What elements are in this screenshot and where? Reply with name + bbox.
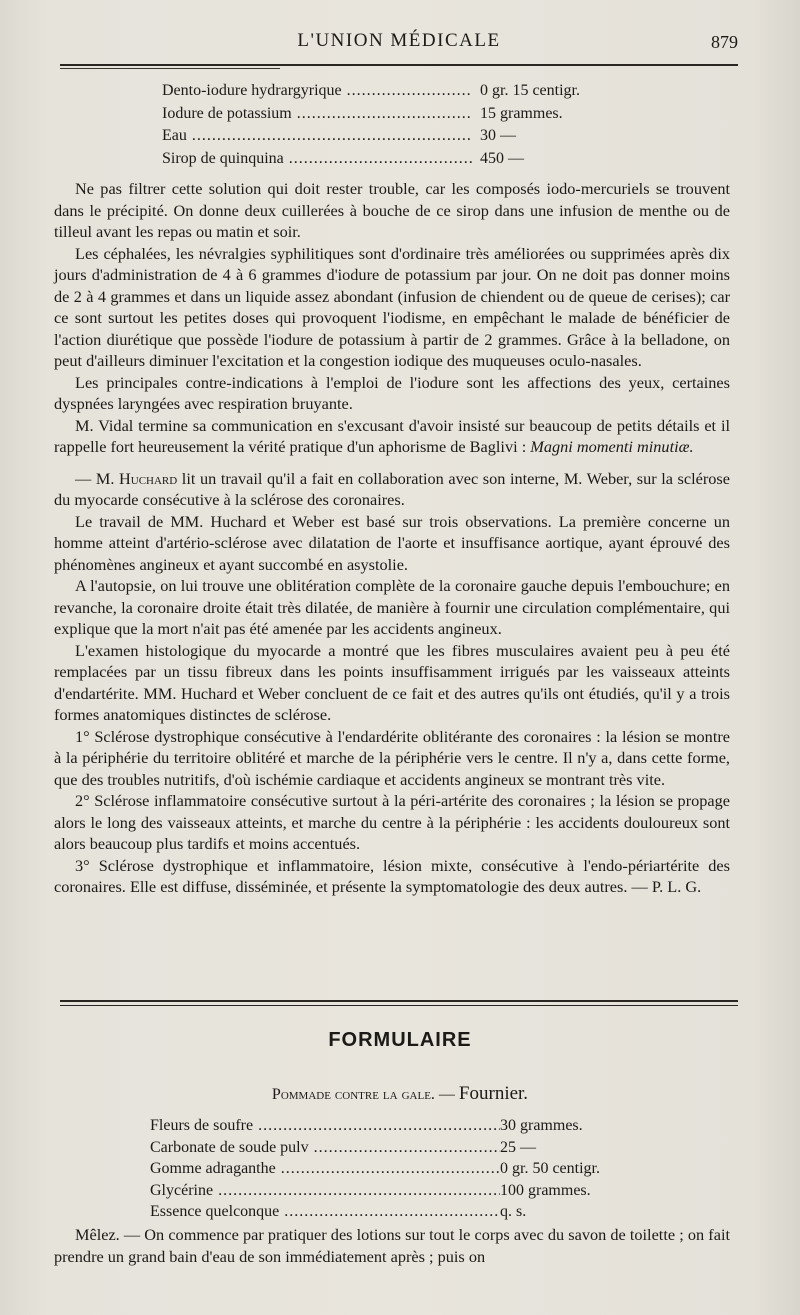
paragraph: [54, 468, 730, 511]
latin-quote: Magni momenti minutiæ.: [530, 437, 694, 456]
paragraph: Les céphalées, les névralgies syphilitiques sont d'ordinaire très améliorées ou supprimées après dix jours d'administration de 4 à 6 grammes d'iodure de potassium par jour. On ne doit pas donner moins de 2 à 4 grammes et dans un liquide assez abondant (infusion de chiendent ou de queue de cerises); car ce sont surtout les petites doses qui provoquent l'iodisme, en empêchant le malade de bénéficier de l'action diurétique que possède l'iodure de potassium à partir de 2 grammes. Grâce à la belladone, on peut d'ailleurs diminuer l'excitation et la congestion iodique des muqueuses oculo-nasales.: [54, 243, 730, 370]
ingredient-qty: 100 grammes.: [500, 1181, 591, 1199]
ingredient-qty: 30 grammes.: [500, 1117, 583, 1134]
paragraph-text: — M.: [75, 468, 119, 488]
recipe-instructions: [54, 1224, 730, 1267]
header-rule: [60, 64, 738, 66]
section-title: FORMULAIRE: [328, 1029, 472, 1051]
prescription-row: [162, 80, 730, 103]
ingredient-name: Dento-iodure hydrargyrique .....: [162, 80, 472, 103]
article-body: [54, 80, 730, 898]
ingredient-qty: q. s.: [500, 1203, 527, 1220]
paragraph: 2° Sclérose inflammatoire consécutive surtout à la péri-artérite des coronaires ; la lésion se propage alors le long des vaisseaux atteints, et marche du centre à la périphérie : les accidents douloureux sont alors beaucoup plus tardifs et moins accentués.: [54, 791, 730, 853]
ingredient-name: Fleurs de soufre .....: [150, 1115, 500, 1137]
recipe-name: Pommade contre la gale.: [271, 1086, 435, 1103]
journal-title: L'UNION MÉDICALE: [297, 30, 501, 51]
ingredient-qty: 25 —: [500, 1138, 536, 1156]
ingredient-qty: 450 —: [480, 149, 524, 167]
paragraph: Les principales contre-indications à l'emploi de l'iodure sont les affections des yeux, certaines dyspnées laryngées avec respiration bruyante.: [54, 372, 730, 413]
paragraph: Ne pas filtrer cette solution qui doit rester trouble, car les composés iodo-mercuriels se trouvent dans le précipité. On donne deux cuillerées à bouche de ce sirop dans une infusion de menthe ou de tilleul avant les repas ou matin et soir.: [54, 179, 730, 241]
ingredient-qty: 0 gr. 50 centigr.: [500, 1160, 600, 1177]
ingredient-name: Iodure de potassium .....: [162, 103, 472, 126]
ingredient-name: Carbonate de soude pulv .....: [150, 1137, 500, 1159]
ingredient-qty: 0 gr. 15 centigr.: [480, 82, 580, 99]
prescription-row: [162, 148, 730, 171]
paragraph: L'examen histologique du myocarde a montré que les fibres musculaires avaient peu à peu été remplacées par un tissu fibreux dans les points insuffisamment irrigués par les vaisseaux atteints d'endartérite. MM. Huchard et Weber concluent de ce fait et des autres qu'ils ont étudiés, qu'il y a trois formes anatomiques distinctes de sclérose.: [54, 640, 730, 724]
paragraph: Le travail de MM. Huchard et Weber est basé sur trois observations. La première concerne un homme atteint d'artério-sclérose avec dilatation de l'aorte et insuffisance aortique, ayant éprouvé des phénomènes angineux et ayant succombé en asystolie.: [54, 511, 730, 574]
section-rule: [60, 1000, 738, 1002]
paragraph: 1° Sclérose dystrophique consécutive à l'endardérite oblitérante des coronaires : la lésion se montre à la périphérie du territoire oblitéré et marche de la périphérie vers le centre. Il n'y a, dans cette forme, que des troubles nutritifs, d'où ischémie cardiaque et accidents angineux se montrant très vite.: [54, 726, 730, 789]
paragraph-text: lit un travail qu'il a fait en collaboration avec son interne, M. Weber, sur la sclérose du myocarde consécutive à la sclérose des coronaires.: [54, 468, 730, 509]
running-header: [60, 30, 738, 60]
ingredient-name: Essence quelconque .....: [150, 1201, 500, 1223]
prescription-list: [162, 80, 730, 170]
prescription-row: [162, 103, 730, 126]
recipe-row: [150, 1115, 600, 1137]
recipe-row: [150, 1180, 600, 1202]
ingredient-name: Glycérine .....: [150, 1180, 500, 1202]
author-name: Huchard: [119, 468, 178, 488]
section-rule: [60, 1005, 738, 1006]
recipe-title: [0, 1083, 800, 1105]
paragraph: Mêlez. — On commence par pratiquer des lotions sur tout le corps avec du savon de toilette ; on fait prendre un grand bain d'eau de son immédiatement après ; puis on: [54, 1225, 730, 1266]
ingredient-qty: 15 grammes.: [480, 104, 563, 122]
ingredient-name: Gomme adraganthe .....: [150, 1158, 500, 1180]
ingredient-name: Sirop de quinquina .....: [162, 148, 472, 171]
ingredient-qty: 30 —: [480, 127, 516, 144]
article-text: [54, 178, 730, 898]
paragraph: A l'autopsie, on lui trouve une oblitération complète de la coronaire gauche depuis l'embouchure; en revanche, la coronaire droite était très dilatée, de manière à fournir une circulation complémentaire, qui explique que la mort n'ait pas été amenée par les accidents angineux.: [54, 576, 730, 638]
recipe-row: [150, 1158, 600, 1180]
recipe-row: [150, 1201, 600, 1223]
recipe-author: Fournier.: [458, 1083, 529, 1104]
recipe-dash: —: [434, 1086, 459, 1103]
paragraph-text: M. Vidal termine sa communication en s'excusant d'avoir insisté sur beaucoup de petits détails et il rappelle fort heureusement la vérité pratique d'un aphorisme de Baglivi :: [54, 415, 730, 456]
recipe-row: [150, 1137, 600, 1159]
prescription-row: [162, 125, 730, 148]
paragraph: 3° Sclérose dystrophique et inflammatoire, lésion mixte, consécutive à l'endo-périartérite des coronaires. Elle est diffuse, disséminée, et présente la symptomatologie des deux autres. — P. L. G.: [54, 855, 730, 896]
header-subrule: [60, 68, 280, 69]
recipe-list: [150, 1115, 600, 1223]
paragraph: [54, 415, 730, 458]
page-number: 879: [711, 32, 738, 52]
ingredient-name: Eau .....: [162, 125, 472, 148]
